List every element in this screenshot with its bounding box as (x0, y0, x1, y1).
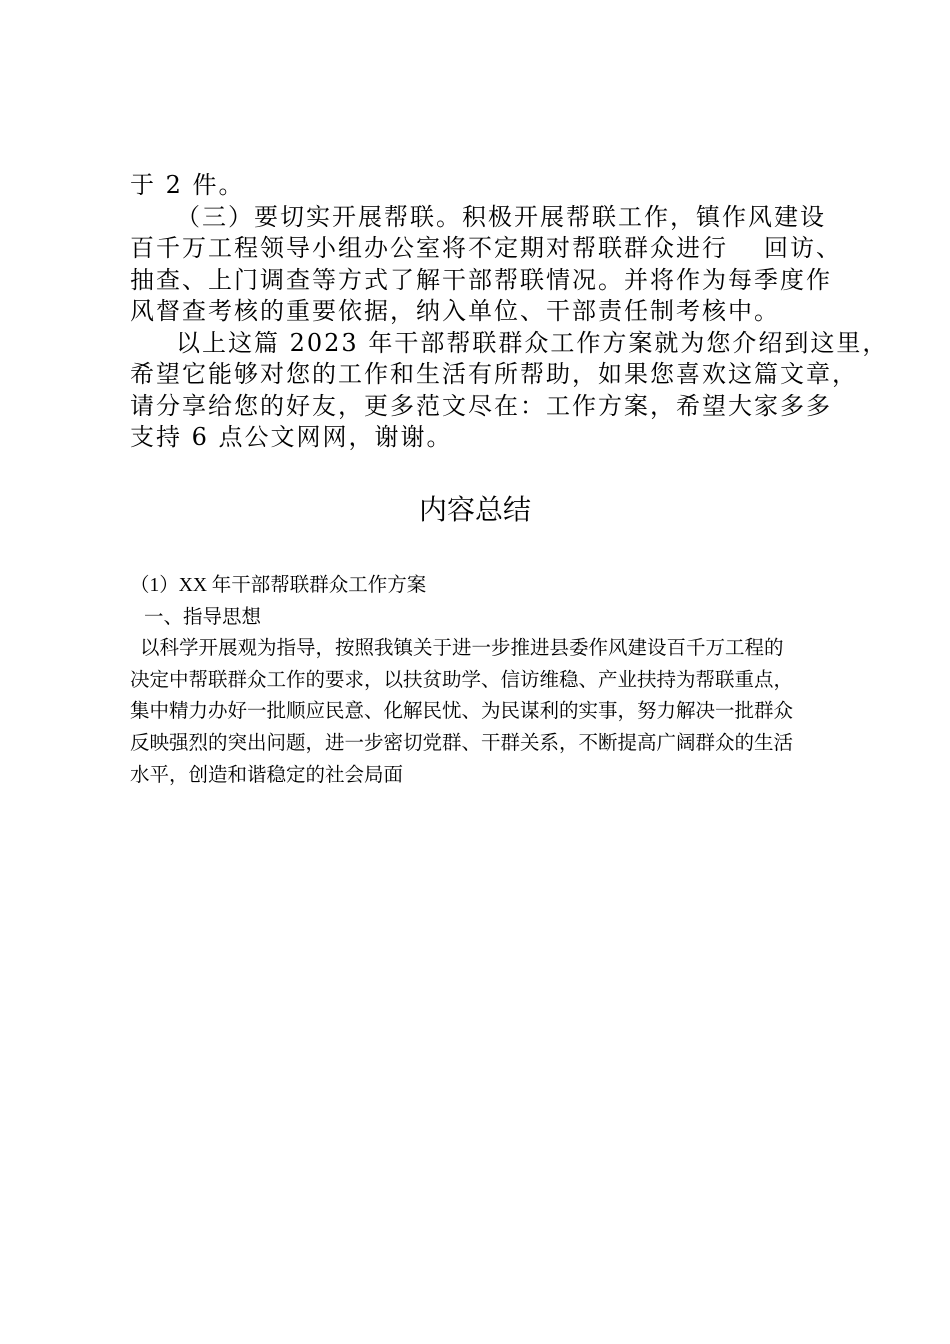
text-line: 于 2 件。 (130, 171, 245, 199)
summary-line: 以科学开展观为指导，按照我镇关于进一步推进县委作风建设百千万工程的 (140, 638, 784, 660)
summary-heading: 内容总结 (418, 493, 531, 526)
summary-subheading: 一、指导思想 (144, 606, 262, 628)
text-span: 百千万工程领导小组办公室将不定期对帮联群众进行 (130, 234, 728, 262)
summary-line: 反映强烈的突出问题，进一步密切党群、干群关系，不断提高广阔群众的生活 (130, 732, 794, 754)
closing-line: 希望它能够对您的工作和生活有所帮助，如果您喜欢这篇文章， (130, 360, 858, 388)
closing-line: 请分享给您的好友，更多范文尽在：工作方案，希望大家多多 (130, 391, 832, 420)
summary-line: 集中精力办好一批顺应民意、化解民忧、为民谋利的实事，努力解决一批群众 (130, 701, 794, 723)
summary-body (130, 570, 850, 791)
summary-line: 水平，创造和谐稳定的社会局面 (130, 764, 404, 786)
section-3-line: 风督查考核的重要依据，纳入单位、干部责任制考核中。 (130, 297, 780, 325)
section-3-line: （三）要切实开展帮联。积极开展帮联工作，镇作风建设 (176, 202, 826, 231)
body-text-upper (130, 170, 889, 454)
closing-line: 以上这篇 2023 年干部帮联群众工作方案就为您介绍到这里， (176, 328, 889, 357)
summary-line: 决定中帮联群众工作的要求，以扶贫助学、信访维稳、产业扶持为帮联重点， (130, 669, 794, 691)
section-3-line: 抽查、上门调查等方式了解干部帮联情况。并将作为每季度作 (130, 265, 832, 294)
text-span: 回访、 (764, 234, 842, 262)
summary-item-heading: （1）XX 年干部帮联群众工作方案 (130, 575, 427, 596)
closing-line: 支持 6 点公文网网，谢谢。 (130, 423, 453, 451)
section-3-line (130, 233, 842, 265)
